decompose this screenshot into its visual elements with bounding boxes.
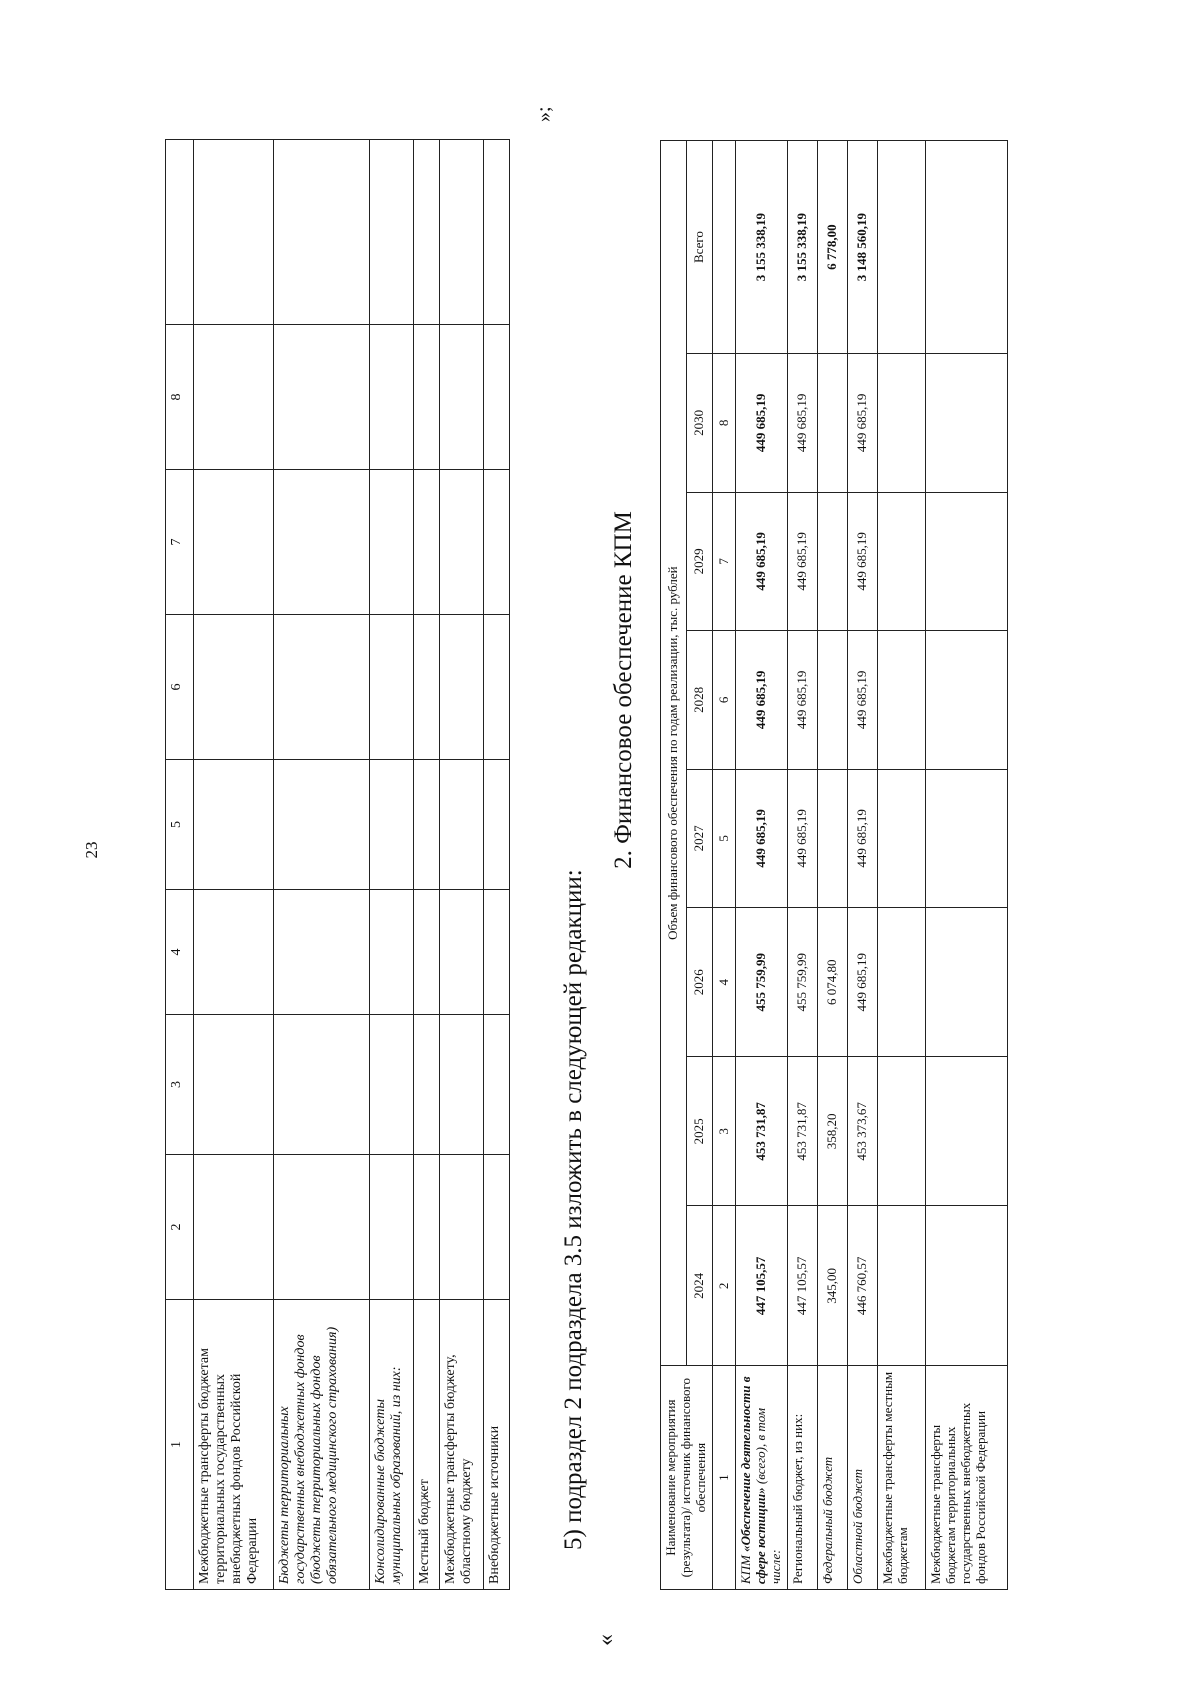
row-label: Местный бюджет	[414, 1300, 440, 1590]
col-header: 1	[166, 1300, 194, 1590]
col-header: 5	[166, 760, 194, 890]
col-number: 6	[712, 631, 735, 770]
rotated-document-content	[165, 50, 1065, 1646]
opening-quote: «	[593, 1634, 619, 1646]
value-cell: 6 778,00	[817, 141, 847, 354]
value-cell	[817, 354, 847, 493]
table-row	[194, 140, 274, 1590]
col-header: 3	[166, 1015, 194, 1155]
value-cell: 449 685,19	[847, 631, 877, 770]
closing-quote: »;	[533, 106, 555, 122]
row-label-title: «Обеспечение деятельности в сфере юстиции»	[737, 1376, 768, 1584]
value-cell	[817, 631, 847, 770]
value-cell: 446 760,57	[847, 1206, 877, 1366]
row-label-suffix: (всего), в том числе:	[752, 1407, 783, 1584]
continuation-table-header	[166, 140, 194, 1590]
year-header: 2026	[686, 908, 712, 1057]
value-cell: 449 685,19	[735, 769, 787, 908]
value-cell	[925, 631, 1007, 770]
value-cell	[817, 492, 847, 631]
value-cell	[877, 1057, 925, 1206]
value-cell: 3 148 560,19	[847, 141, 877, 354]
table-row	[817, 141, 847, 1590]
value-cell	[925, 1057, 1007, 1206]
row-label: Межбюджетные трансферты бюджетам территориальных государственных внебюджетных фондов Российской Федерации	[194, 1300, 274, 1590]
table-row	[370, 140, 414, 1590]
value-cell	[877, 141, 925, 354]
table-row	[735, 141, 787, 1590]
value-cell: 447 105,57	[787, 1206, 817, 1366]
row-label-prefix: КПМ	[737, 1551, 753, 1584]
col-number: 4	[712, 908, 735, 1057]
value-cell: 455 759,99	[787, 908, 817, 1057]
subsection-heading: 2. Финансовое обеспечение КПМ	[610, 511, 637, 869]
row-label: Межбюджетные трансферты местным бюджетам	[877, 1366, 925, 1590]
value-cell: 447 105,57	[735, 1206, 787, 1366]
year-header: 2028	[686, 631, 712, 770]
row-label: Внебюджетные источники	[484, 1300, 510, 1590]
value-cell	[877, 908, 925, 1057]
value-cell: 449 685,19	[735, 492, 787, 631]
value-cell	[877, 492, 925, 631]
value-cell: 449 685,19	[787, 492, 817, 631]
table-row	[847, 141, 877, 1590]
value-cell: 449 685,19	[847, 492, 877, 631]
col-header: 4	[166, 890, 194, 1015]
continuation-table	[165, 139, 510, 1590]
value-cell	[877, 1206, 925, 1366]
value-cell: 358,20	[817, 1057, 847, 1206]
value-cell: 449 685,19	[735, 631, 787, 770]
row-label: Межбюджетные трансферты бюджетам территориальных государственных внебюджетных фондов Российской Федерации	[925, 1366, 1007, 1590]
value-cell: 6 074,80	[817, 908, 847, 1057]
col-number: 7	[712, 492, 735, 631]
col-header	[166, 140, 194, 325]
table-row	[925, 141, 1007, 1590]
row-label: Федеральный бюджет	[817, 1366, 847, 1590]
year-header: Всего	[686, 141, 712, 354]
value-cell: 455 759,99	[735, 908, 787, 1057]
value-cell: 449 685,19	[847, 908, 877, 1057]
col-number: 8	[712, 354, 735, 493]
value-cell	[925, 1206, 1007, 1366]
year-header: 2025	[686, 1057, 712, 1206]
value-cell: 449 685,19	[847, 769, 877, 908]
value-cell	[925, 141, 1007, 354]
financing-table-header	[661, 141, 687, 1590]
table-row	[414, 140, 440, 1590]
value-cell: 449 685,19	[847, 354, 877, 493]
col-header: 6	[166, 615, 194, 760]
value-cell: 3 155 338,19	[735, 141, 787, 354]
col-number	[712, 141, 735, 354]
table-row	[787, 141, 817, 1590]
value-cell	[925, 492, 1007, 631]
value-cell: 449 685,19	[735, 354, 787, 493]
table-row	[440, 140, 484, 1590]
value-cell	[877, 354, 925, 493]
row-label: Региональный бюджет, из них:	[787, 1366, 817, 1590]
col-number: 3	[712, 1057, 735, 1206]
col-header: 2	[166, 1155, 194, 1300]
year-header: 2029	[686, 492, 712, 631]
table-row	[484, 140, 510, 1590]
table-row	[274, 140, 370, 1590]
value-cell: 449 685,19	[787, 354, 817, 493]
col-header: 8	[166, 325, 194, 470]
value-cell	[877, 631, 925, 770]
year-header: 2027	[686, 769, 712, 908]
col-name-header: Наименование мероприятия (результата)/ источник финансового обеспечения	[661, 1366, 713, 1590]
col-number: 5	[712, 769, 735, 908]
section-heading: 5) подраздел 2 подраздела 3.5 изложить в следующей редакции:	[560, 869, 587, 1550]
row-label: Межбюджетные трансферты бюджету, областному бюджету	[440, 1300, 484, 1590]
value-cell: 3 155 338,19	[787, 141, 817, 354]
page-number: 23	[82, 841, 101, 859]
value-cell: 345,00	[817, 1206, 847, 1366]
value-cell	[877, 769, 925, 908]
value-cell: 453 373,67	[847, 1057, 877, 1206]
table-row	[877, 141, 925, 1590]
column-numbers	[712, 141, 735, 1590]
year-header: 2024	[686, 1206, 712, 1366]
value-cell	[925, 908, 1007, 1057]
row-label: Областной бюджет	[847, 1366, 877, 1590]
col-number: 1	[712, 1366, 735, 1590]
group-header: Объем финансового обеспечения по годам реализации, тыс. рублей	[661, 141, 687, 1366]
financing-table	[660, 140, 1008, 1590]
value-cell	[817, 769, 847, 908]
col-number: 2	[712, 1206, 735, 1366]
value-cell	[925, 769, 1007, 908]
row-label	[735, 1366, 787, 1590]
value-cell	[925, 354, 1007, 493]
year-header: 2030	[686, 354, 712, 493]
value-cell: 453 731,87	[735, 1057, 787, 1206]
value-cell: 453 731,87	[787, 1057, 817, 1206]
value-cell: 449 685,19	[787, 631, 817, 770]
row-label: Консолидированные бюджеты муниципальных образований, из них:	[370, 1300, 414, 1590]
col-header: 7	[166, 470, 194, 615]
row-label: Бюджеты территориальных государственных внебюджетных фондов (бюджеты территориальных фондов обязательного медицинского страхования)	[274, 1300, 370, 1590]
value-cell: 449 685,19	[787, 769, 817, 908]
